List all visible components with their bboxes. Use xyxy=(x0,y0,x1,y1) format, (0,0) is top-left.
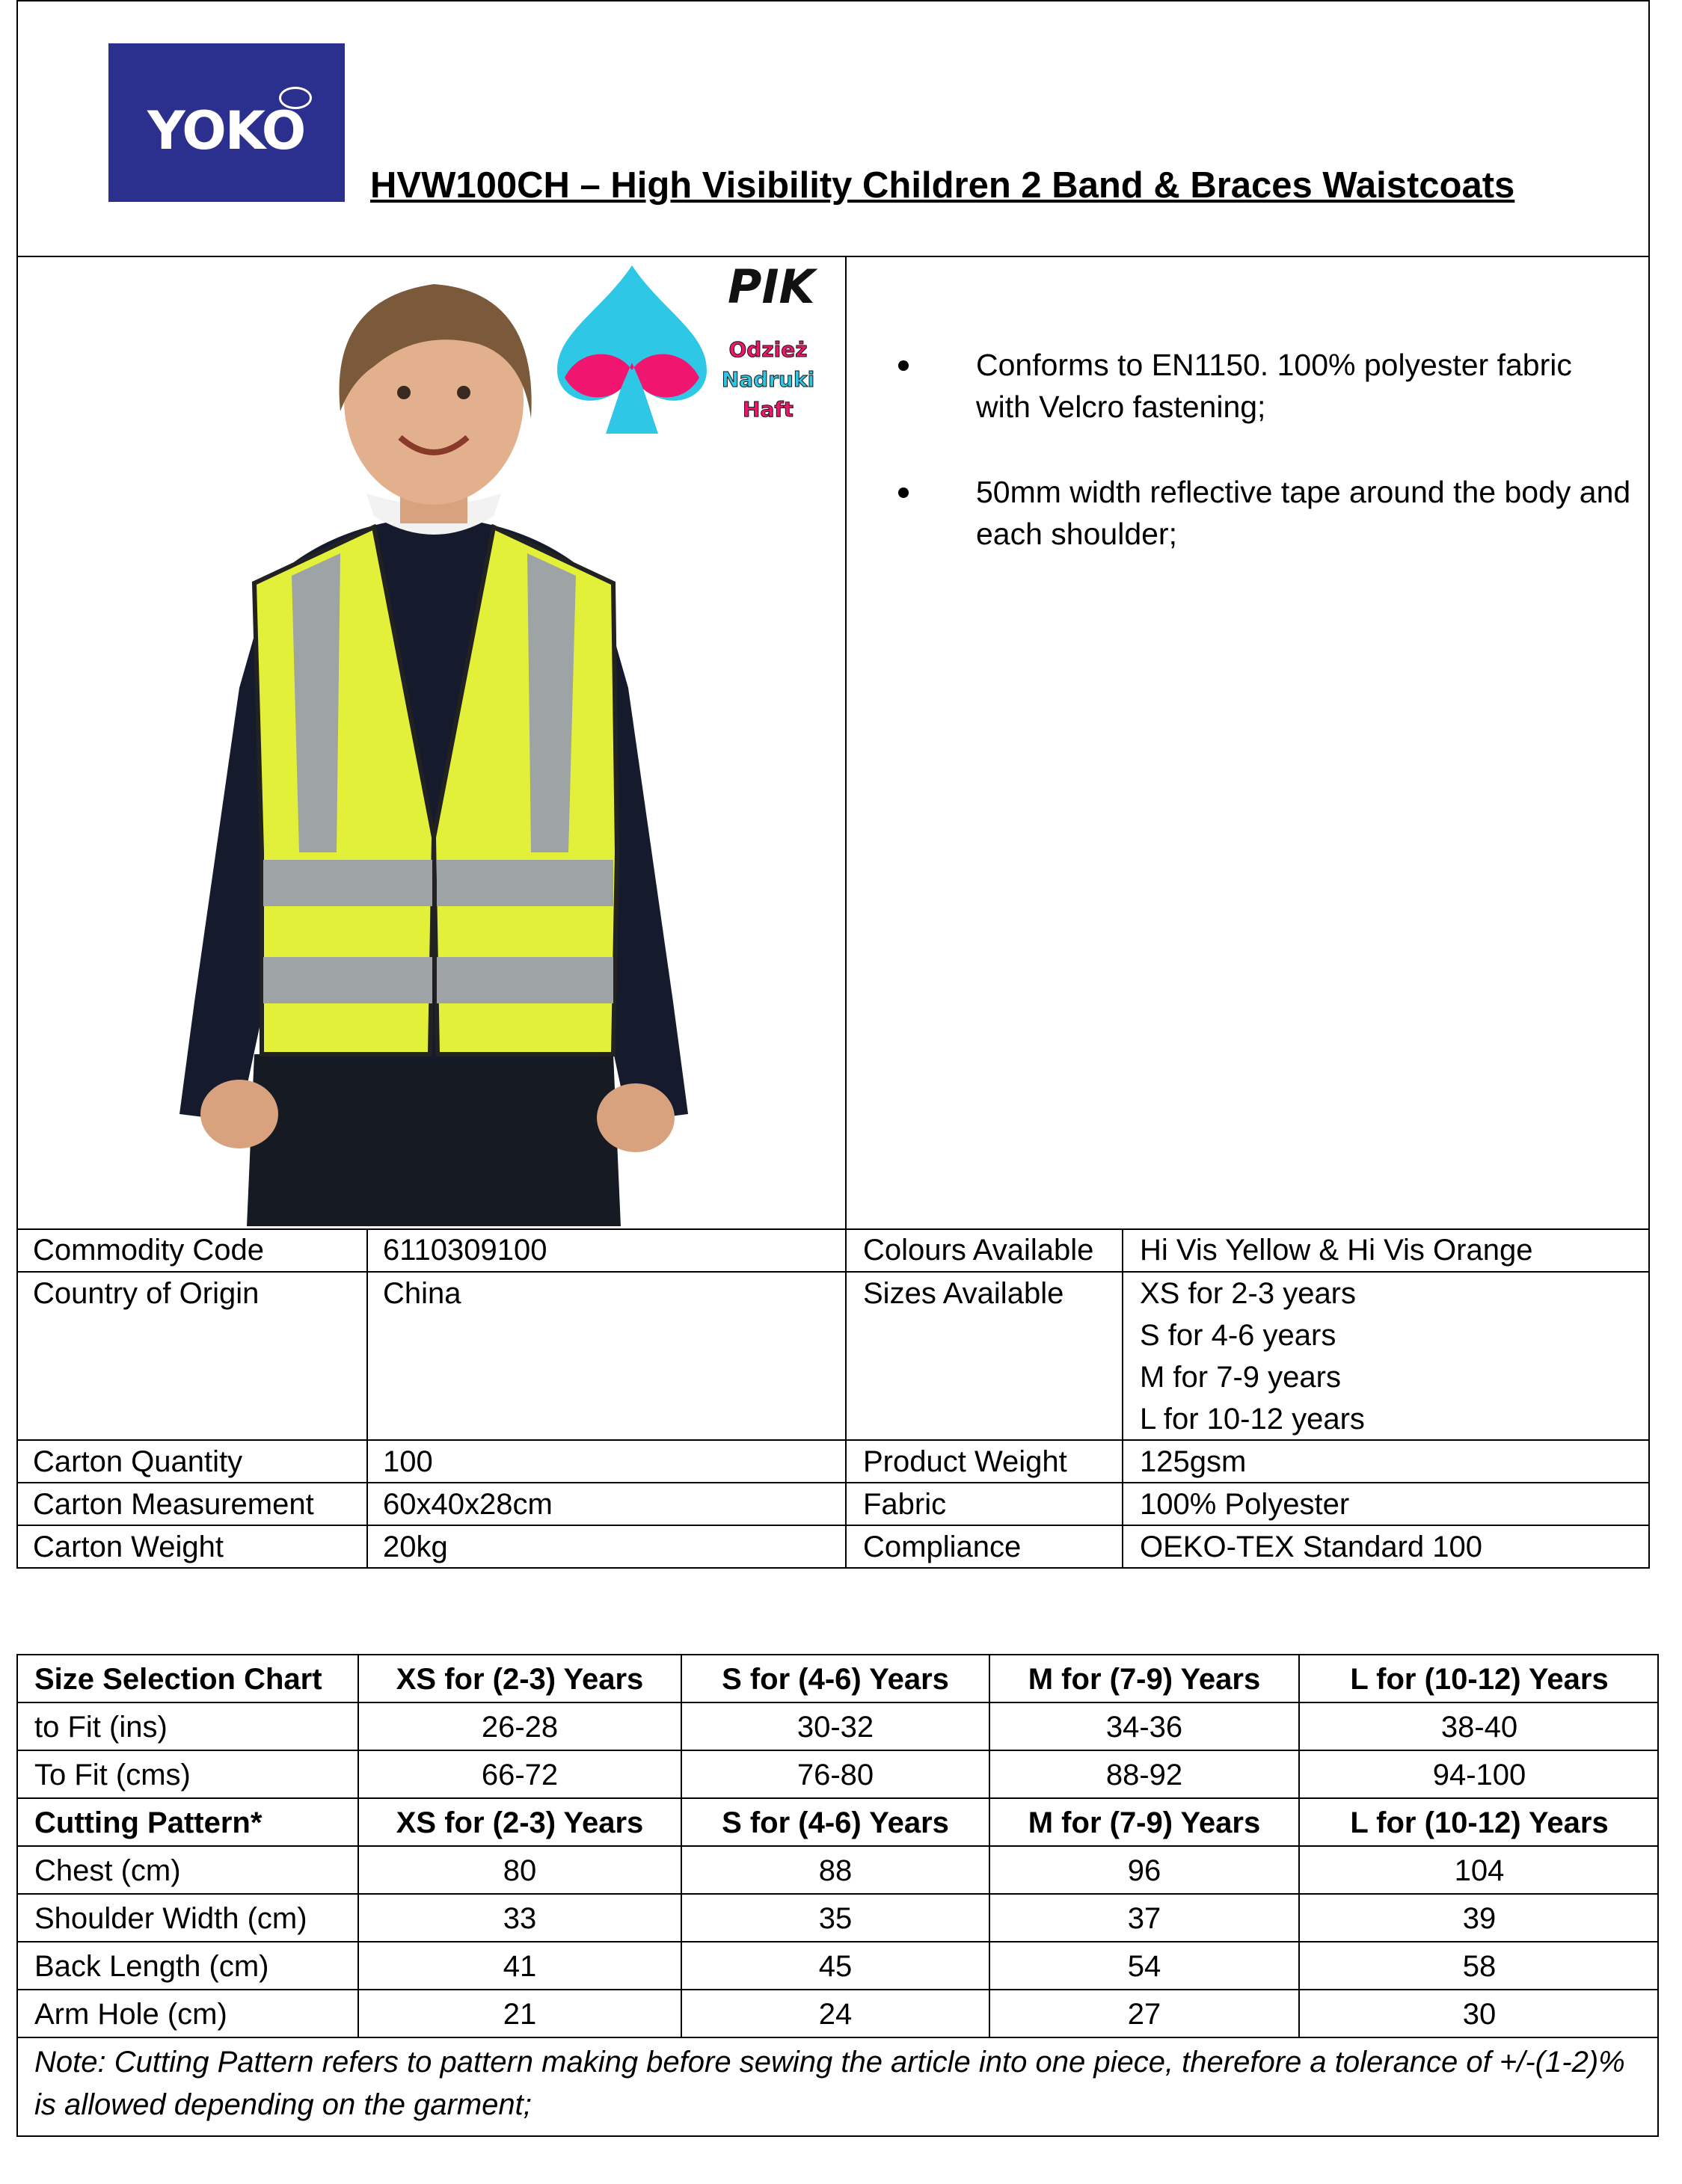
pik-text: PIK xyxy=(728,259,815,314)
size-cell: 34-36 xyxy=(1105,1711,1183,1744)
size-cell: 45 xyxy=(818,1950,853,1983)
spec-label: Fabric xyxy=(863,1488,947,1521)
spec-value: 60x40x28cm xyxy=(383,1488,553,1521)
size-cell: 58 xyxy=(1462,1950,1497,1983)
yoko-logo xyxy=(108,43,345,202)
size-row-label: Shoulder Width (cm) xyxy=(34,1902,307,1935)
spec-label: Product Weight xyxy=(863,1445,1067,1478)
size-cell: 88-92 xyxy=(1105,1759,1183,1791)
page-title: HVW100CH – High Visibility Children 2 Band & Braces Waistcoats xyxy=(370,165,1515,206)
size-cell: 54 xyxy=(1127,1950,1161,1983)
spec-value: OEKO-TEX Standard 100 xyxy=(1140,1531,1483,1563)
feature-text: Conforms to EN1150. 100% polyester fabric with Velcro fastening; xyxy=(976,348,1572,424)
spec-value: Hi Vis Yellow & Hi Vis Orange xyxy=(1140,1234,1533,1267)
size-cell: 104 xyxy=(1454,1854,1505,1887)
spec-label: Colours Available xyxy=(863,1234,1094,1267)
size-cell: 39 xyxy=(1462,1902,1497,1935)
logo-text: YOKO xyxy=(147,100,305,162)
spec-value: 100 xyxy=(383,1445,433,1478)
spec-value: 100% Polyester xyxy=(1140,1488,1350,1521)
pik-line-1: Odzież xyxy=(728,337,808,362)
size-cell: 21 xyxy=(503,1998,537,2031)
spec-value: China xyxy=(383,1277,461,1310)
size-cell: 37 xyxy=(1127,1902,1161,1935)
product-divider xyxy=(845,256,847,1230)
size-row-label: To Fit (cms) xyxy=(34,1759,191,1791)
size-cell: 88 xyxy=(818,1854,853,1887)
size-cell: 26-28 xyxy=(481,1711,559,1744)
size-row-label: Size Selection Chart xyxy=(34,1663,322,1696)
size-note: Note: Cutting Pattern refers to pattern making before sewing the article into one piece, therefore a tolerance of +/-(1-2)% is allowed depending on the garment; xyxy=(34,2046,1625,2121)
feature-text: 50mm width reflective tape around the body and each shoulder; xyxy=(976,475,1631,551)
size-cell: L for (10-12) Years xyxy=(1350,1663,1609,1696)
spec-label: Carton Measurement xyxy=(33,1488,314,1521)
size-cell: XS for (2-3) Years xyxy=(396,1663,644,1696)
size-cell: S for (4-6) Years xyxy=(722,1663,949,1696)
size-cell: S for (4-6) Years xyxy=(722,1806,949,1839)
size-cell: 76-80 xyxy=(797,1759,874,1791)
spec-value: 125gsm xyxy=(1140,1445,1247,1478)
size-cell: 38-40 xyxy=(1440,1711,1518,1744)
globe-icon xyxy=(279,87,312,109)
size-row-label: Arm Hole (cm) xyxy=(34,1998,227,2031)
size-cell: 94-100 xyxy=(1432,1759,1526,1791)
size-cell: 35 xyxy=(818,1902,853,1935)
size-cell: 96 xyxy=(1127,1854,1161,1887)
spec-label: Country of Origin xyxy=(33,1277,260,1310)
size-cell: XS for (2-3) Years xyxy=(396,1806,644,1839)
spec-label: Carton Quantity xyxy=(33,1445,243,1478)
spec-label: Sizes Available xyxy=(863,1277,1064,1310)
spec-label: Carton Weight xyxy=(33,1531,224,1563)
size-row-label: to Fit (ins) xyxy=(34,1711,168,1744)
bullet-icon xyxy=(898,360,909,371)
bullet-icon xyxy=(898,487,909,498)
size-cell: M for (7-9) Years xyxy=(1028,1663,1261,1696)
size-cell: 80 xyxy=(503,1854,537,1887)
size-cell: 30 xyxy=(1462,1998,1497,2031)
spec-value: S for 4-6 years xyxy=(1140,1319,1336,1352)
size-row-label: Cutting Pattern* xyxy=(34,1806,263,1839)
size-cell: L for (10-12) Years xyxy=(1350,1806,1609,1839)
size-cell: 41 xyxy=(503,1950,537,1983)
pik-line-3: Haft xyxy=(743,397,794,422)
size-cell: 24 xyxy=(818,1998,853,2031)
size-row-label: Chest (cm) xyxy=(34,1854,181,1887)
spec-label: Compliance xyxy=(863,1531,1022,1563)
size-cell: 33 xyxy=(503,1902,537,1935)
spec-value: M for 7-9 years xyxy=(1140,1361,1341,1394)
spec-value: XS for 2-3 years xyxy=(1140,1277,1357,1310)
pik-logo xyxy=(550,258,826,445)
spec-label: Commodity Code xyxy=(33,1234,265,1267)
size-cell: 30-32 xyxy=(797,1711,874,1744)
size-cell: M for (7-9) Years xyxy=(1028,1806,1261,1839)
spec-value: L for 10-12 years xyxy=(1140,1403,1365,1436)
spec-value: 20kg xyxy=(383,1531,448,1563)
pik-line-2: Nadruki xyxy=(721,367,815,392)
size-cell: 66-72 xyxy=(481,1759,559,1791)
size-row-label: Back Length (cm) xyxy=(34,1950,269,1983)
spec-value: 6110309100 xyxy=(383,1234,547,1267)
size-cell: 27 xyxy=(1127,1998,1161,2031)
